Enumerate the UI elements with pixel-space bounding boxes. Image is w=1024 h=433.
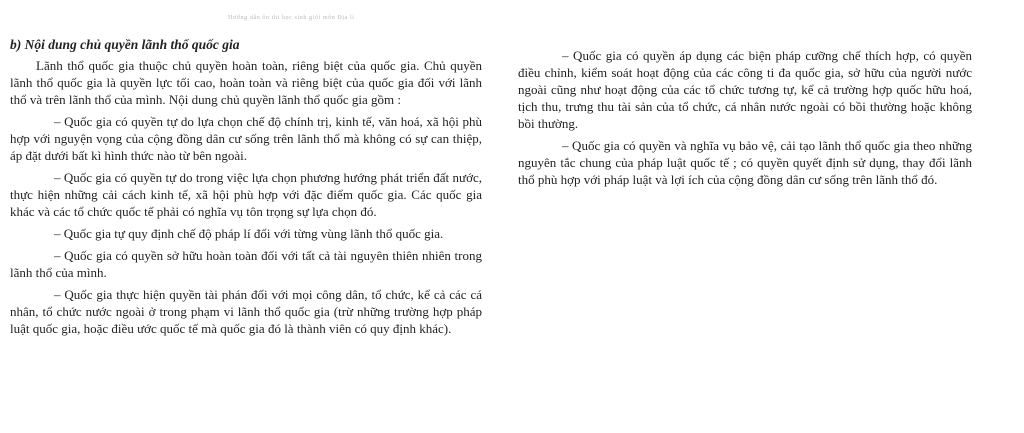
sovereignty-item-development-direction: – Quốc gia có quyền tự do trong việc lựa chọn phương hướng phát triển đất nước, thực hiện những cải cách kinh tế, xã hội phù hợp với đặc điểm quốc gia. Các quốc gia khác và các tổ chức quốc tế phải có nghĩa vụ tôn trọng sự lựa chọn đó. — [10, 170, 482, 219]
page-header-fragment: Hướng dẫn ôn thi học sinh giỏi môn Địa lí — [228, 15, 355, 21]
sovereignty-item-political-regime: – Quốc gia có quyền tự do lựa chọn chế độ chính trị, kinh tế, văn hoá, xã hội phù hợp với nguyện vọng của cộng đồng dân cư sống trên lãnh thổ mà không có sự can thiệp, áp đặt dưới bất kì hình thức nào từ bên ngoài. — [10, 114, 482, 163]
sovereignty-item-territory-protection: – Quốc gia có quyền và nghĩa vụ bảo vệ, cải tạo lãnh thổ quốc gia theo những nguyên tắc chung của pháp luật quốc tế ; có quyền quyết định sử dụng, thay đổi lãnh thổ phù hợp với pháp luật và lợi ích của cộng đồng dân cư sống trên lãnh thổ đó. — [518, 138, 972, 187]
sovereignty-item-enforcement: – Quốc gia có quyền áp dụng các biện pháp cưỡng chế thích hợp, có quyền điều chỉnh, kiểm soát hoạt động của các công ti đa quốc gia, sở hữu của người nước ngoài cũng như hoạt động của các tổ chức tương tự, kể cả trường hợp quốc hữu hoá, tịch thu, trưng thu tài sản của tổ chức, cá nhân nước ngoài có bồi thường hoặc không bồi thường. — [518, 48, 972, 131]
sovereignty-item-legal-regime: – Quốc gia tự quy định chế độ pháp lí đối với từng vùng lãnh thổ quốc gia. — [54, 226, 444, 241]
sovereignty-item-jurisdiction: – Quốc gia thực hiện quyền tài phán đối với mọi công dân, tổ chức, kể cả các cá nhân, tổ chức nước ngoài ở trong phạm vi lãnh thổ quốc gia (trừ những trường hợp pháp luật quốc gia, hoặc điều ước quốc tế mà quốc gia đó là thành viên có quy định khác). — [10, 287, 482, 336]
left-column — [10, 36, 482, 342]
sovereignty-item-natural-resources: – Quốc gia có quyền sở hữu hoàn toàn đối với tất cả tài nguyên thiên nhiên trong lãnh thổ của mình. — [10, 248, 482, 280]
right-column — [518, 47, 972, 193]
intro-paragraph: Lãnh thổ quốc gia thuộc chủ quyền hoàn toàn, riêng biệt của quốc gia. Chủ quyền lãnh thổ quốc gia là quyền lực tối cao, hoàn toàn và riêng biệt của quốc gia đối với lãnh thổ và trên lãnh thổ của mình. Nội dung chủ quyền lãnh thổ quốc gia gồm : — [10, 58, 482, 107]
section-heading: b) Nội dung chủ quyền lãnh thổ quốc gia — [10, 37, 240, 52]
